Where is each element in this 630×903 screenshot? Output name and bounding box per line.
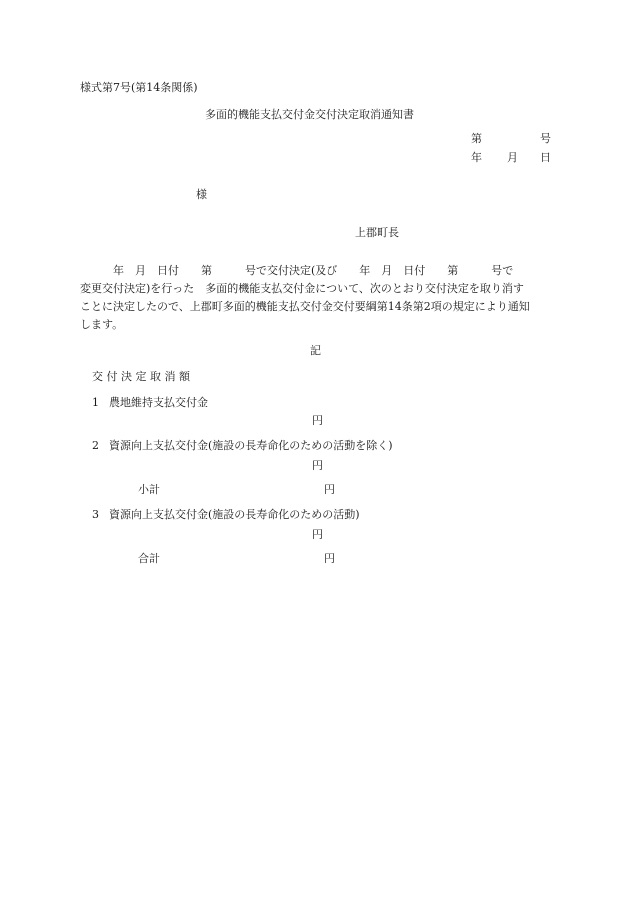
section-heading: 交 付 決 定 取 消 額: [92, 370, 190, 383]
subtotal-label: 小計: [138, 483, 160, 496]
total-label: 合計: [138, 552, 160, 565]
item-2-label: 資源向上支払交付金(施設の長寿命化のための活動を除く): [109, 439, 393, 452]
item-3-unit: 円: [312, 528, 323, 541]
form-label: 様式第7号(第14条関係): [80, 81, 198, 94]
body-line-1: 年 月 日付 第 号で交付決定(及び 年 月 日付 第 号で: [80, 264, 514, 277]
doc-number-suffix: 号: [540, 132, 551, 145]
body-line-2: 変更交付決定)を行った 多面的機能支払交付金について、次のとおり交付決定を取り消す: [80, 282, 524, 295]
body-line-4: します。: [80, 318, 124, 331]
date-year: 年: [471, 151, 482, 164]
ki-marker: 記: [310, 344, 321, 357]
subtotal-unit: 円: [324, 483, 335, 496]
item-2-number: 2: [92, 439, 99, 452]
date-month: 月: [507, 151, 518, 164]
date-day: 日: [540, 151, 551, 164]
item-1-number: 1: [92, 396, 99, 409]
sender-name: 上郡町長: [355, 226, 399, 239]
total-unit: 円: [324, 552, 335, 565]
item-2-unit: 円: [312, 459, 323, 472]
document-title: 多面的機能支払交付金交付決定取消通知書: [205, 108, 414, 121]
body-line-3: ことに決定したので、上郡町多面的機能支払交付金交付要綱第14条第2項の規定により通知: [80, 300, 530, 313]
item-3-label: 資源向上支払交付金(施設の長寿命化のための活動): [109, 508, 360, 521]
item-3-number: 3: [92, 508, 99, 521]
item-1-label: 農地維持支払交付金: [109, 396, 208, 409]
recipient-honorific: 様: [196, 188, 207, 201]
item-1-unit: 円: [312, 414, 323, 427]
doc-number-prefix: 第: [471, 132, 482, 145]
